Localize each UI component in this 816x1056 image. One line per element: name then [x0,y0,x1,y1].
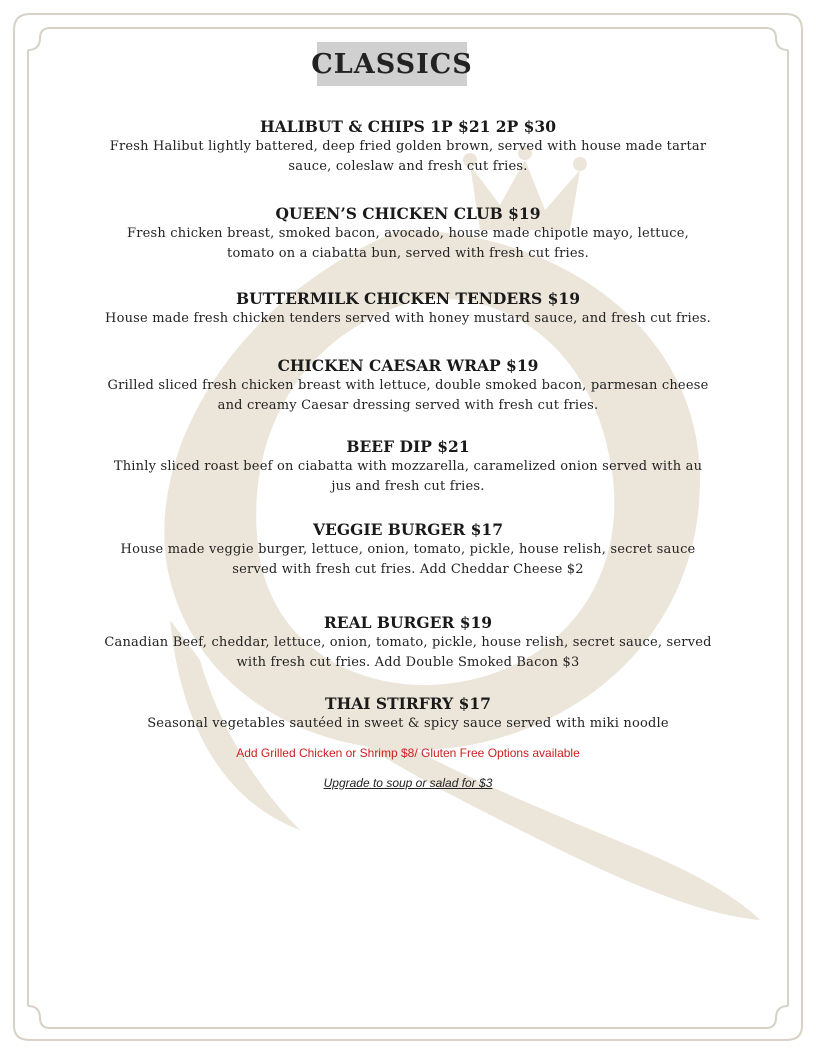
menu-item [60,613,756,673]
menu-item-name: VEGGIE BURGER $17 [313,520,503,539]
menu-item-name: BUTTERMILK CHICKEN TENDERS $19 [235,289,581,308]
menu-item-description: Canadian Beef, cheddar, lettuce, onion, tomato, pickle, house relish, secret sauce, served [104,635,712,650]
menu-item-name: CHICKEN CAESAR WRAP $19 [277,356,539,375]
menu-item-description: Fresh Halibut lightly battered, deep fried golden brown, served with house made tartar [109,139,707,154]
menu-item [60,117,756,177]
menu-item-description: House made fresh chicken tenders served with honey mustard sauce, and fresh cut fries. [105,311,711,326]
menu-item-description: Grilled sliced fresh chicken breast with lettuce, double smoked bacon, parmesan cheese [107,378,709,393]
menu-item [60,520,756,580]
menu-item-name: REAL BURGER $19 [323,613,493,632]
menu-item-description: Fresh chicken breast, smoked bacon, avocado, house made chipotle mayo, lettuce, [127,226,689,241]
menu-item-description: Seasonal vegetables sautéed in sweet & spicy sauce served with miki noodle [147,716,669,731]
menu-item-description: sauce, coleslaw and fresh cut fries. [288,159,528,174]
menu-item-description: with fresh cut fries. Add Double Smoked Bacon $3 [236,655,580,670]
menu-item-name: BEEF DIP $21 [346,437,470,456]
menu-item-name: THAI STIRFRY $17 [325,694,491,713]
menu-item [60,437,756,497]
addons-note: Add Grilled Chicken or Shrimp $8/ Gluten Free Options available [236,746,580,760]
menu-item-name: QUEEN’S CHICKEN CLUB $19 [275,204,541,223]
upgrade-note: Upgrade to soup or salad for $3 [323,776,493,790]
menu-item-description: House made veggie burger, lettuce, onion, tomato, pickle, house relish, secret sauce [120,542,696,557]
menu-item-description: jus and fresh cut fries. [331,479,485,494]
menu-item-name: HALIBUT & CHIPS 1P $21 2P $30 [259,117,556,136]
menu-item-description: Thinly sliced roast beef on ciabatta with mozzarella, caramelized onion served with au [113,459,703,474]
section-title: CLASSICS [311,48,473,80]
menu-item [60,289,756,329]
section-title-box [311,42,473,86]
menu-item [60,694,756,734]
menu-item [60,356,756,416]
menu-item-description: tomato on a ciabatta bun, served with fresh cut fries. [227,246,589,261]
menu-item-description: and creamy Caesar dressing served with fresh cut fries. [217,398,599,413]
menu-item-description: served with fresh cut fries. Add Cheddar Cheese $2 [232,562,584,577]
menu-item [60,204,756,264]
